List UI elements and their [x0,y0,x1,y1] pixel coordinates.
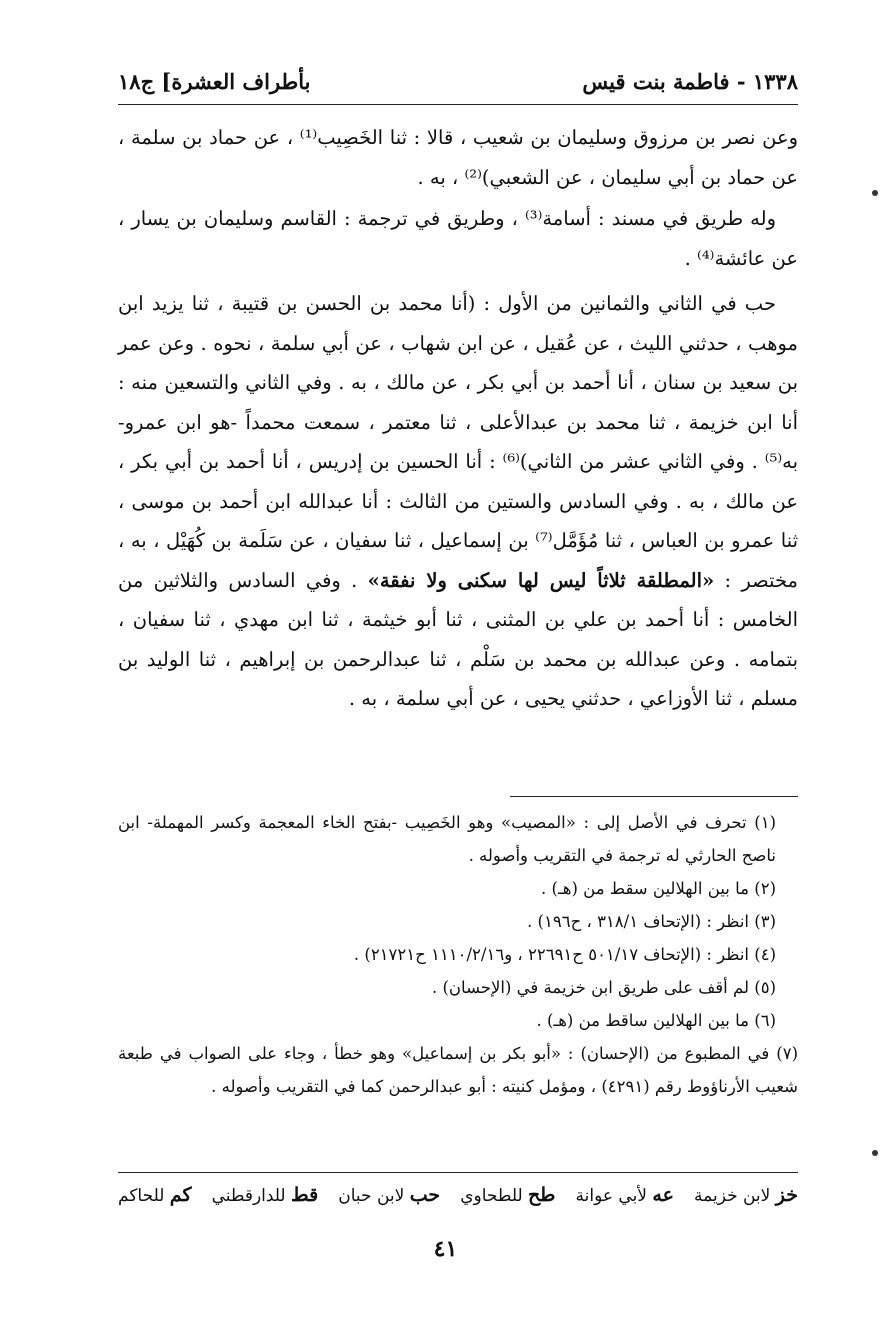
paragraph-2: وله طريق في مسند : أسامة⁽³⁾ ، وطريق في ترجمة : القاسم وسليمان بن يسار ، عن عائشة⁽⁴⁾ . [118,207,798,270]
footnote-4: (٤) انظر : (الإتحاف ٥٠١/١٧ ح٢٢٦٩١ ، و١١١٠/٢/١٦ ح٢١٧٢١) . [353,945,776,964]
running-header [118,58,798,94]
header-rule [118,104,798,105]
legend-item: كم للحاكم [118,1184,192,1206]
footnote-6: (٦) ما بين الهلالين ساقط من (هـ) . [536,1011,776,1030]
main-text [118,118,798,719]
hadith-quote: «المطلقة ثلاثاً ليس لها سكنى ولا نفقة» [367,568,715,592]
footnote-5: (٥) لم أقف على طريق ابن خزيمة في (الإحسان) . [432,978,776,997]
footnote-2: (٢) ما بين الهلالين سقط من (هـ) . [541,879,776,898]
page-number: ٤١ [433,1236,458,1262]
legend-item: حب لابن حبان [338,1184,441,1206]
footnotes [118,806,798,1103]
footnote-1: (١) تحرف في الأصل إلى : «المصيب» وهو الخَصِيب -بفتح الخاء المعجمة وكسر المهملة- ابن ناصح الحارثي له ترجمة في التقريب وأصوله . [118,813,776,865]
section-title: ١٣٣٨ - فاطمة بنت قيس [582,69,798,94]
paragraph-3-part-1: حب في الثاني والثمانين من الأول : (أنا محمد بن الحسن بن قتيبة ، ثنا يزيد ابن موهب ، حدثني الليث ، عن عُقيل ، عن ابن شهاب ، عن أبي سلمة ، نحوه . وعن عمر بن سعيد بن سنان ، أنا أحمد بن أبي بكر ، عن مالك ، به . وفي الثاني والتسعين منه : أنا ابن خزيمة ، ثنا محمد بن عبدالأعلى ، ثنا معتمر ، سمعت محمداً -هو ابن عمرو- به⁽⁵⁾ . وفي الثاني عشر من الثاني)⁽⁶⁾ : أنا الحسين بن إدريس ، أنا أحمد بن أبي بكر ، عن مالك ، به . وفي السادس والستين من الثالث : أنا عبدالله ابن أحمد بن موسى ، ثنا عمرو بن العباس ، ثنا مُؤَمَّل⁽⁷⁾ بن إسماعيل ، ثنا سفيان ، عن سَلَمة بن كُهَيْل ، به ، مختصر : [118,292,798,592]
paragraph-1: وعن نصر بن مرزوق وسليمان بن شعيب ، قالا : ثنا الخَصِيب⁽¹⁾ ، عن حماد بن سلمة ، عن حماد بن أبي سليمان ، عن الشعبي)⁽²⁾ ، به . [118,126,799,189]
legend-item: خز لابن خزيمة [694,1184,798,1206]
abbreviation-legend [118,1177,798,1213]
paragraph-3-part-2: . وفي السادس والثلاثين من الخامس : أنا أحمد بن علي بن المثنى ، ثنا أبو خيثمة ، ثنا ابن مهدي ، ثنا سفيان ، بتمامه . وعن عبدالله بن محمد بن سَلْم ، ثنا عبدالرحمن بن إبراهيم ، ثنا الوليد بن مسلم ، ثنا الأوزاعي ، حدثني يحيى ، عن أبي سلمة ، به . [118,568,798,710]
legend-item: قط للدارقطني [211,1184,319,1206]
paragraph-3 [118,284,798,719]
footnote-separator [510,796,798,797]
legend-rule [118,1172,798,1173]
margin-dot-icon [872,1150,878,1156]
footnote-7: (٧) في المطبوع من (الإحسان) : «أبو بكر بن إسماعيل» وهو خطأ ، وجاء على الصواب في طبعة شعيب الأرناؤوط رقم (٤٢٩١) ، ومؤمل كنيته : أبو عبدالرحمن كما في التقريب وأصوله . [118,1044,798,1096]
book-title: بأطراف العشرة] ج١٨ [118,69,311,94]
footnote-3: (٣) انظر : (الإتحاف ٣١٨/١ ، ح١٩٦) . [527,912,776,931]
legend-item: عه لأبي عوانة [575,1184,674,1206]
margin-dot-icon [872,190,878,196]
legend-item: طح للطحاوي [460,1184,556,1206]
